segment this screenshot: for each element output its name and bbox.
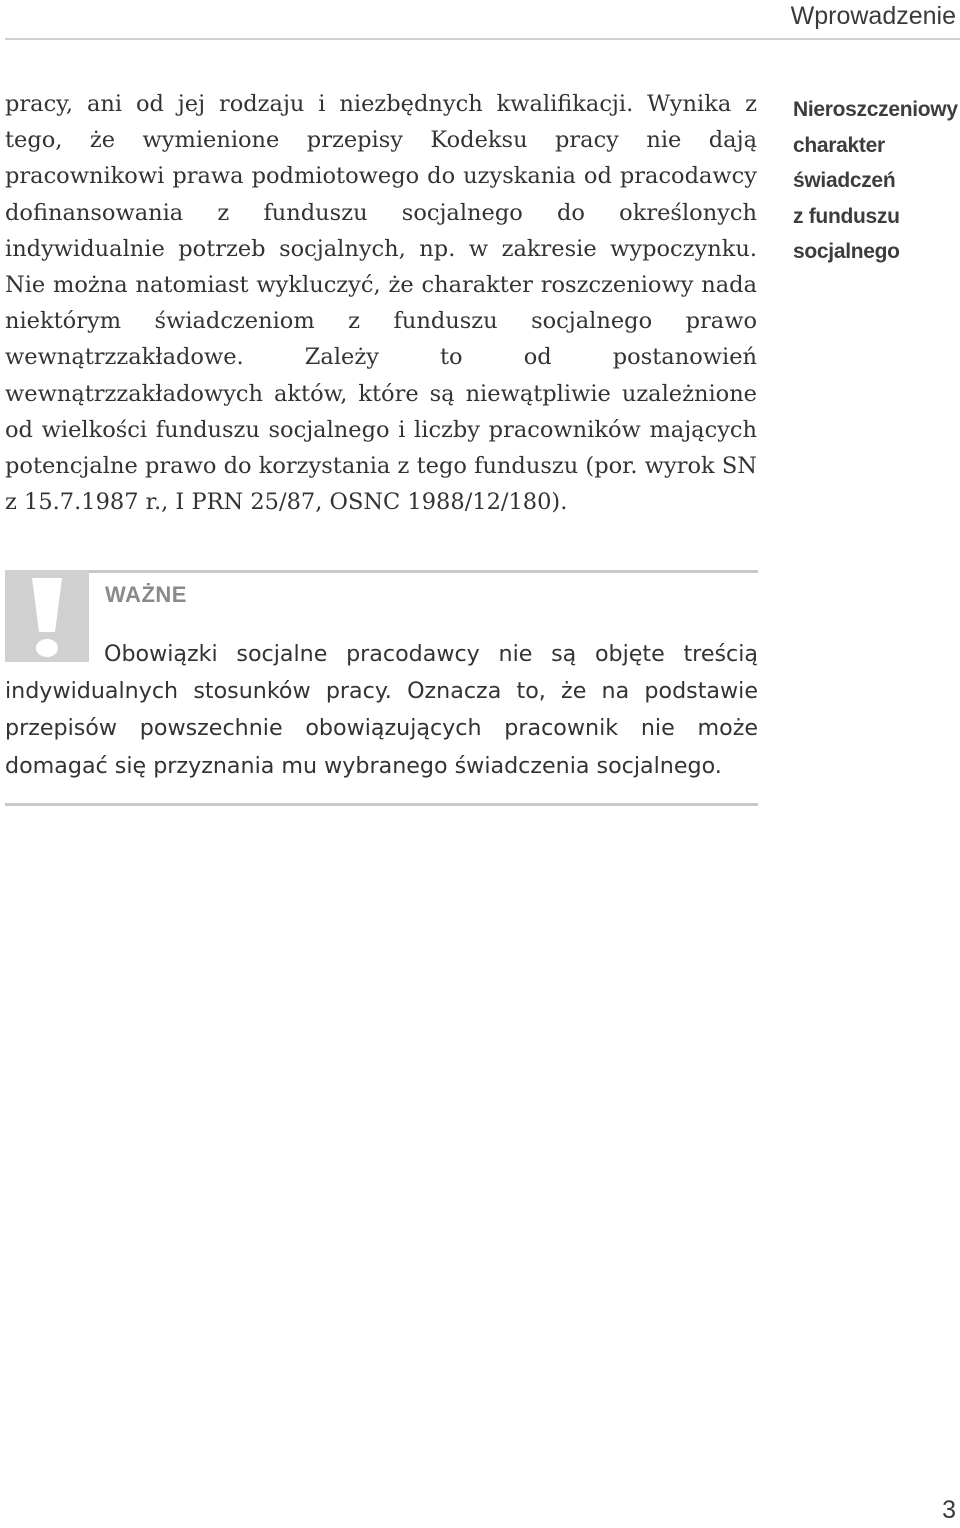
exclamation-icon	[5, 570, 89, 662]
important-text: Obowiązki socjalne pracodawcy nie są objęte treścią indywidualnych stosunków pracy. Oznacza to, że na podstawie przepisów powszechnie obowiązujących pracownik nie może domagać się przyznania mu wybranego świadczenia socjalnego.	[5, 641, 758, 779]
margin-note-line: socjalnego	[793, 240, 900, 263]
important-box	[5, 570, 758, 806]
page-number: 3	[942, 1496, 956, 1524]
main-paragraph: pracy, ani od jej rodzaju i niezbędnych kwalifikacji. Wynika z tego, że wymienione przepisy Kodeksu pracy nie dają pracownikowi prawa podmiotowego do uzyskania od pracodawcy dofinansowania z funduszu socjalnego do określonych indywidualnie potrzeb socjalnych, np. w zakresie wypoczynku. Nie można natomiast wykluczyć, że charakter roszczeniowy nada niektórym świadczeniom z funduszu socjalnego prawo wewnątrzzakładowe. Zależy to od postanowień wewnątrzzakładowych aktów, które są niewątpliwie uzależnione od wielkości funduszu socjalnego i liczby pracowników mających potencjalne prawo do korzystania z tego funduszu (por. wyrok SN z 15.7.1987 r., I PRN 25/87, OSNC 1988/12/180).	[5, 91, 757, 516]
running-head-section-title: Wprowadzenie	[790, 2, 956, 30]
header-divider	[5, 38, 960, 40]
margin-note-line: Nieroszczeniowy	[793, 98, 958, 121]
margin-note	[793, 92, 958, 270]
important-box-bottom-rule	[5, 803, 758, 806]
important-label: WAŻNE	[105, 582, 187, 607]
margin-note-line: świadczeń	[793, 169, 896, 192]
margin-note-line: charakter	[793, 133, 885, 157]
margin-note-line: z funduszu	[793, 204, 900, 228]
